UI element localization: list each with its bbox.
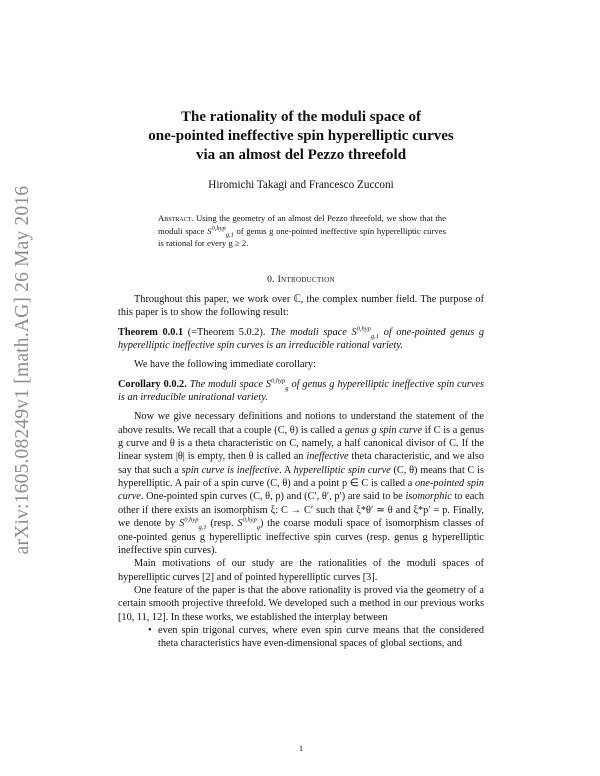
corollary-symbol xyxy=(266,379,289,390)
p3-k: . One-pointed spin curves (C, θ, p) and (C′, θ′, p′) are said to be xyxy=(140,491,406,503)
p3-g: . A xyxy=(279,464,294,476)
corollary-symbol-sub: g xyxy=(285,384,289,392)
p3-symbol-2 xyxy=(237,516,260,532)
abstract xyxy=(158,212,446,250)
abstract-text-1: Using the geometry of an almost del Pezzo threefold, we show that the moduli space xyxy=(158,213,447,236)
corollary-symbol-sup: 0,hyp xyxy=(271,377,286,385)
page-number: 1 xyxy=(298,743,304,753)
theorem-ref: (=Theorem 5.0.2). xyxy=(187,326,266,338)
theorem-symbol-sup: 0,hyp xyxy=(356,325,371,333)
p3-o: (resp. xyxy=(206,518,238,530)
theorem-symbol-base: S xyxy=(351,326,357,338)
p3-symbol-2-sup: 0,hyp xyxy=(242,516,257,524)
abstract-symbol-base: S xyxy=(207,225,212,236)
paragraph-4: Main motivations of our study are the rationalities of the moduli spaces of hyperelliptic curves [2] and of pointed hyperelliptic curves [3]. xyxy=(118,558,484,583)
p3-e: theta characteristic, and we also say that such a xyxy=(118,451,485,476)
p3-symbol-1-base: S xyxy=(179,518,185,530)
p3-symbol-1-sub: g,1 xyxy=(198,524,207,532)
abstract-symbol xyxy=(207,224,234,239)
p3-isomorphic: isomorphic xyxy=(405,491,452,503)
arxiv-identifier-text: arXiv:1605.08249v1 [math.AG] 26 May 2016 xyxy=(12,185,33,555)
paragraph-2: We have the following immediate corollary: xyxy=(134,359,316,371)
p3-symbol-2-sub: g xyxy=(256,524,260,532)
abstract-label: Abstract. xyxy=(158,213,194,223)
paragraph-1: Throughout this paper, we work over ℂ, the complex number field. The purpose of this paper is to show the following result: xyxy=(118,294,484,319)
p3-genus-g-spin-curve: genus g spin curve xyxy=(344,424,423,436)
theorem-symbol-sub: g,1 xyxy=(370,332,380,340)
section-heading xyxy=(100,274,502,285)
paragraph-3 xyxy=(118,410,484,557)
section-title: Introduction xyxy=(277,274,335,285)
corollary-label: Corollary 0.0.2. xyxy=(118,378,187,390)
corollary-text-1: The moduli space xyxy=(189,378,266,390)
p3-spin-curve-is-ineffective: spin curve is ineffective xyxy=(181,464,280,476)
p3-ineffective: ineffective xyxy=(306,451,349,463)
corollary xyxy=(118,378,484,405)
bullet-dot-icon: • xyxy=(148,624,152,636)
theorem-text-1: The moduli space xyxy=(270,326,352,338)
title-line-1: The rationality of the moduli space of xyxy=(181,109,421,125)
theorem-label: Theorem 0.0.1 xyxy=(118,326,184,338)
p3-symbol-1-sup: 0,hyp xyxy=(184,516,199,524)
p3-one-pointed-spin-curve: one-pointed spin curve xyxy=(118,478,484,503)
paragraph-5: One feature of the paper is that the above rationality is proved via the geometry of a certain smooth projective threefold. We developed such a method in our previous works [10, 11, 12]. In these works, we established the interplay between xyxy=(118,584,484,623)
theorem-text-2: of one-pointed genus g hyperelliptic ineffective spin curves is an irreducible rational variety. xyxy=(118,326,485,352)
corollary-symbol-base: S xyxy=(265,378,272,390)
theorem xyxy=(118,326,484,353)
p3-symbol-1 xyxy=(179,516,207,532)
section-number: 0. xyxy=(267,274,275,285)
theorem-symbol xyxy=(352,327,380,338)
p3-c: if C is a genus g curve and θ is a theta characteristic on C, namely, a half canonical divisor of C. If the linear system |θ| is empty, then θ is called an xyxy=(118,424,484,463)
authors: Hiromichi Takagi and Francesco Zucconi xyxy=(208,179,394,191)
corollary-text-2: of genus g hyperelliptic ineffective spin curves is an irreducible unirational variety. xyxy=(118,378,485,404)
p3-hyperelliptic-spin-curve: hyperelliptic spin curve xyxy=(293,464,391,476)
abstract-text-2: of genus g one-pointed ineffective spin hyperelliptic curves is rational for every g ≥ 2. xyxy=(158,225,446,248)
p3-i: (C, θ) means that C is hyperelliptic. A pair of a spin curve (C, θ) and a point p ∈ C is called a xyxy=(118,464,484,490)
title-line-3: via an almost del Pezzo threefold xyxy=(195,147,407,163)
p3-m: to each other if there exists an isomorphism ξ: C → C′ such that ξ*θ′ ≃ θ and ξ*p′ = p. Finally, we denote by xyxy=(118,491,484,530)
body-text xyxy=(118,293,484,651)
abstract-symbol-sup: 0,hyp xyxy=(211,224,226,232)
bullet-item-1 xyxy=(148,624,484,651)
p3-a: Now we give necessary definitions and notions to understand the statement of the above results. We recall that a couple (C, θ) is called a xyxy=(118,411,484,436)
title-line-2: one-pointed ineffective spin hyperelliptic curves xyxy=(148,128,454,144)
arxiv-identifier-stamp xyxy=(3,140,43,600)
p3-symbol-2-base: S xyxy=(237,518,243,530)
bullet-item-1-text: even spin trigonal curves, where even spin curve means that the considered theta characteristics have even-dimensional spaces of global sections, and xyxy=(158,624,484,650)
abstract-symbol-sub: g,1 xyxy=(225,231,234,239)
p3-q: ) the coarse moduli space of isomorphism classes of one-pointed genus g hyperelliptic ineffective spin curves (resp. genus g hyperelliptic ineffective spin curves). xyxy=(118,518,484,556)
paper-title xyxy=(100,108,502,165)
